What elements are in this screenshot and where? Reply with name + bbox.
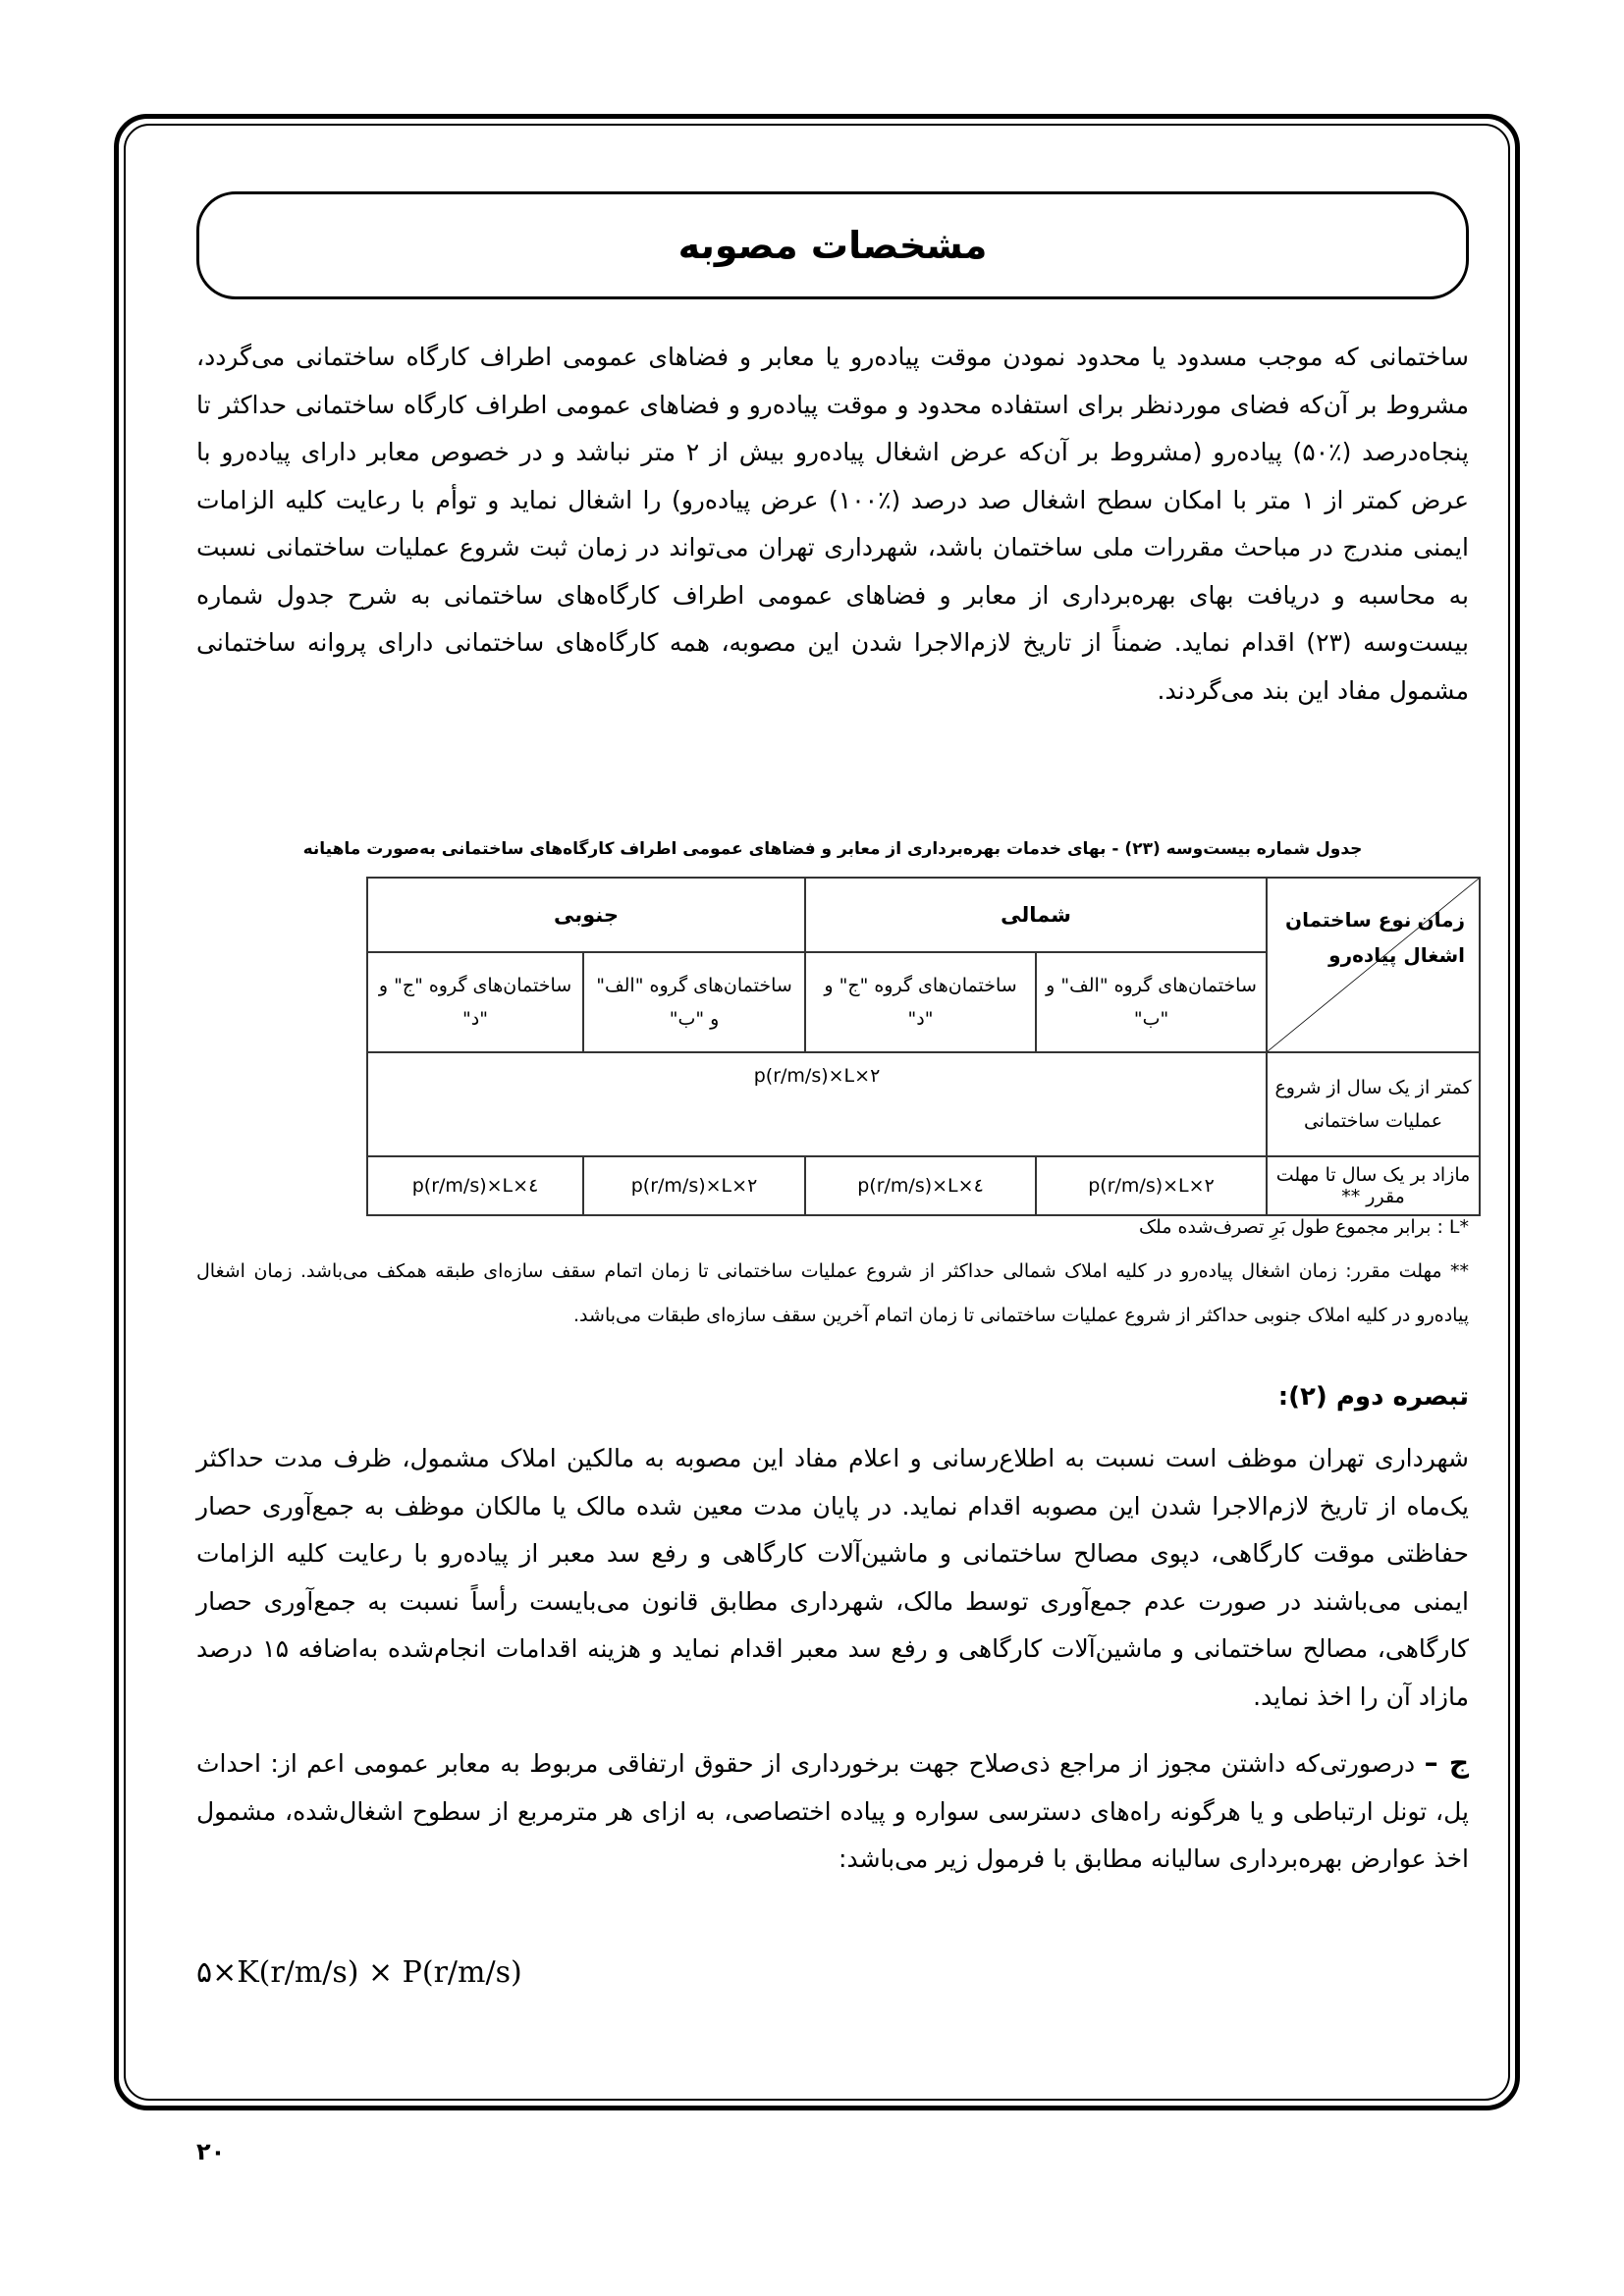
clause-c-text: [196, 1739, 1469, 1884]
group-header-north-ab: ساختمان‌های گروه "الف" و "ب": [1036, 952, 1267, 1052]
group-header-south-ab: ساختمان‌های گروه "الف" و "ب": [583, 952, 805, 1052]
table-caption: جدول شماره بیست‌وسه (۲۳) - بهای خدمات بهره‌برداری از معابر و فضاهای عمومی اطراف کارگاه‌های ساختمانی به‌صورت ماهیانه: [302, 839, 1363, 859]
table-header-row: [197, 878, 1480, 952]
corner-time-label: زمان: [1417, 908, 1466, 932]
fee-north-cd: p(r/m/s)×L×٤: [805, 1156, 1036, 1215]
fee-south-ab: p(r/m/s)×L×۲: [583, 1156, 805, 1215]
clause-c-formula: ۵×K(r/m/s) × P(r/m/s): [196, 1955, 522, 1990]
title-box: [196, 191, 1469, 299]
corner-building-type-label: نوع ساختمان: [1285, 908, 1412, 932]
note-2-heading: تبصره دوم (۲):: [1277, 1382, 1469, 1412]
footnote-deadline: ** مهلت مقرر: زمان اشغال پیاده‌رو در کلیه املاک شمالی حداکثر از شروع عملیات ساختمانی تا زمان اتمام سقف سازه‌ای طبقه همکف می‌باشد. زمان اشغال پیاده‌رو در کلیه املاک جنوبی حداکثر از شروع عملیات ساختمانی تا زمان اتمام آخرین سقف سازه‌ای طبقات می‌باشد.: [196, 1260, 1469, 1326]
clause-c-letter: ج –: [1424, 1746, 1469, 1779]
table-footnotes: [196, 1205, 1469, 1338]
intro-text: ساختمانی که موجب مسدود یا محدود نمودن موقت پیاده‌رو یا معابر و فضاهای عمومی اطراف کارگاه ساختمانی می‌گردد، مشروط بر آن‌که فضای موردنظر برای استفاده محدود و موقت پیاده‌رو و فضاهای عمومی اطراف کارگاه ساختمانی حداکثر تا پنجاه‌درصد (٪۵۰) پیاده‌رو (مشروط بر آن‌که عرض اشغال پیاده‌رو بیش از ۲ متر نباشد و در خصوص معابر دارای پیاده‌رو با عرض کمتر از ۱ متر با امکان سطح اشغال صد درصد (٪۱۰۰) عرض پیاده‌رو) را اشغال نماید و توأم با رعایت کلیه الزامات ایمنی مندرج در مباحث مقررات ملی ساختمان باشد، شهرداری تهران می‌تواند در زمان ثبت شروع عملیات ساختمانی نسبت به محاسبه و دریافت بهای بهره‌برداری از معابر و فضاهای عمومی اطراف کارگاه‌های ساختمانی به شرح جدول شماره بیست‌وسه (۲۳) اقدام نماید. ضمناً از تاریخ لازم‌الاجرا شدن این مصوبه، همه کارگاه‌های ساختمانی دارای پروانه ساختمانی مشمول مفاد این بند می‌گردند.: [196, 343, 1469, 705]
note-2-paragraph: [196, 1435, 1469, 1721]
region-south-header: جنوبی: [367, 878, 805, 952]
fee-south-cd: p(r/m/s)×L×٤: [367, 1156, 583, 1215]
page-number: ۲۰: [196, 2138, 226, 2165]
group-header-south-cd: ساختمان‌های گروه "ج" و "د": [367, 952, 583, 1052]
clause-c-body: درصورتی‌که داشتن مجوز از مراجع ذی‌صلاح جهت برخورداری از حقوق ارتفاقی مربوط به معابر عمومی اعم از: احداث پل، تونل ارتباطی و یا هرگونه راه‌های دسترسی سواره و پیاده اختصاصی، به ازای هر مترمربع از سطوح اشغال‌شده، مشمول اخذ عوارض بهره‌برداری سالیانه مطابق با فرمول زیر می‌باشد:: [196, 1749, 1469, 1873]
table-corner-cell: [1267, 878, 1480, 1052]
corner-occupation-label: اشغال پیاده‌رو: [1328, 943, 1466, 967]
table-row: [197, 1052, 1480, 1156]
note-2-text: شهرداری تهران موظف است نسبت به اطلاع‌رسانی و اعلام مفاد این مصوبه به مالکین املاک مشمول، ظرف مدت حداکثر یک‌ماه از تاریخ لازم‌الاجرا شدن این مصوبه اقدام نماید. در پایان مدت معین شده مالک یا مالکان موظف به جمع‌آوری حصار حفاظتی موقت کارگاهی، دپوی مصالح ساختمانی و ماشین‌آلات کارگاهی و رفع سد معبر از پیاده‌رو با رعایت کلیه الزامات ایمنی می‌باشند در صورت عدم جمع‌آوری توسط مالک، شهرداری مطابق قانون می‌بایست رأساً نسبت به جمع‌آوری حصار کارگاهی، مصالح ساختمانی و ماشین‌آلات کارگاهی و رفع سد معبر اقدام نماید و هزینه اقدامات انجام‌شده به‌اضافه ۱۵ درصد مازاد آن را اخذ نماید.: [196, 1444, 1469, 1711]
group-header-north-cd: ساختمان‌های گروه "ج" و "د": [805, 952, 1036, 1052]
fees-table: [196, 877, 1481, 1216]
row-label-after-first-year: مازاد بر یک سال تا مهلت مقرر **: [1267, 1156, 1480, 1215]
fee-north-ab: p(r/m/s)×L×۲: [1036, 1156, 1267, 1215]
intro-paragraph: [196, 334, 1469, 715]
merged-fee-formula: p(r/m/s)×L×۲: [367, 1052, 1267, 1156]
clause-c-paragraph: [196, 1739, 1469, 1884]
row-label-first-year: کمتر از یک سال از شروع عملیات ساختمانی: [1267, 1052, 1480, 1156]
page-title: مشخصات مصوبه: [677, 224, 988, 267]
region-north-header: شمالی: [805, 878, 1267, 952]
footnote-l: *L : برابر مجموع طول بَرِ تصرف‌شده ملک: [1139, 1216, 1469, 1238]
